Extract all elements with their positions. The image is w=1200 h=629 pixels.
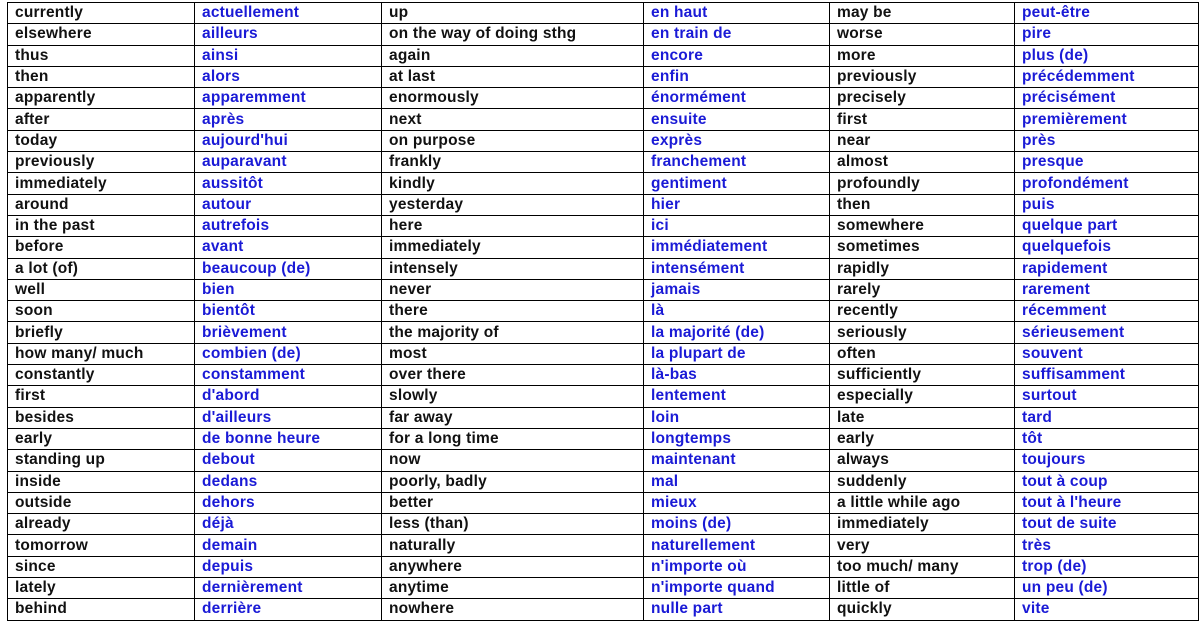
english-word-cell: on the way of doing sthg [382, 24, 644, 45]
english-word-cell: constantly [8, 365, 195, 386]
french-word-cell: brièvement [195, 322, 382, 343]
french-word-cell: ensuite [644, 109, 830, 130]
english-word-cell: outside [8, 492, 195, 513]
french-word-cell: en haut [644, 3, 830, 24]
english-word-cell: well [8, 279, 195, 300]
english-word-cell: immediately [8, 173, 195, 194]
french-word-cell: exprès [644, 130, 830, 151]
table-row [8, 322, 1199, 343]
english-word-cell: very [830, 535, 1015, 556]
french-word-cell: tard [1015, 407, 1199, 428]
table-row [8, 492, 1199, 513]
english-word-cell: rarely [830, 279, 1015, 300]
english-word-cell: worse [830, 24, 1015, 45]
french-word-cell: apparemment [195, 88, 382, 109]
table-row [8, 514, 1199, 535]
english-word-cell: on purpose [382, 130, 644, 151]
french-word-cell: n'importe où [644, 556, 830, 577]
table-row [8, 386, 1199, 407]
english-word-cell: around [8, 194, 195, 215]
table-row [8, 279, 1199, 300]
french-word-cell: naturellement [644, 535, 830, 556]
french-word-cell: presque [1015, 152, 1199, 173]
french-word-cell: tout à l'heure [1015, 492, 1199, 513]
english-word-cell: more [830, 45, 1015, 66]
english-word-cell: up [382, 3, 644, 24]
french-word-cell: nulle part [644, 599, 830, 620]
french-word-cell: un peu (de) [1015, 578, 1199, 599]
french-word-cell: puis [1015, 194, 1199, 215]
english-word-cell: especially [830, 386, 1015, 407]
english-word-cell: little of [830, 578, 1015, 599]
english-word-cell: behind [8, 599, 195, 620]
english-word-cell: rapidly [830, 258, 1015, 279]
english-word-cell: enormously [382, 88, 644, 109]
english-word-cell: today [8, 130, 195, 151]
english-word-cell: quickly [830, 599, 1015, 620]
french-word-cell: précisément [1015, 88, 1199, 109]
french-word-cell: quelque part [1015, 215, 1199, 236]
table-row [8, 258, 1199, 279]
english-word-cell: seriously [830, 322, 1015, 343]
french-word-cell: récemment [1015, 301, 1199, 322]
english-word-cell: early [830, 428, 1015, 449]
table-row [8, 173, 1199, 194]
english-word-cell: profoundly [830, 173, 1015, 194]
french-word-cell: depuis [195, 556, 382, 577]
english-word-cell: apparently [8, 88, 195, 109]
english-word-cell: immediately [382, 237, 644, 258]
english-word-cell: elsewhere [8, 24, 195, 45]
french-word-cell: en train de [644, 24, 830, 45]
english-word-cell: before [8, 237, 195, 258]
english-word-cell: over there [382, 365, 644, 386]
english-word-cell: the majority of [382, 322, 644, 343]
english-word-cell: early [8, 428, 195, 449]
english-word-cell: inside [8, 471, 195, 492]
english-word-cell: naturally [382, 535, 644, 556]
french-word-cell: bientôt [195, 301, 382, 322]
french-word-cell: mal [644, 471, 830, 492]
french-word-cell: immédiatement [644, 237, 830, 258]
english-word-cell: precisely [830, 88, 1015, 109]
french-word-cell: alors [195, 66, 382, 87]
french-word-cell: premièrement [1015, 109, 1199, 130]
french-word-cell: tôt [1015, 428, 1199, 449]
english-word-cell: now [382, 450, 644, 471]
english-word-cell: better [382, 492, 644, 513]
french-word-cell: suffisamment [1015, 365, 1199, 386]
english-word-cell: previously [8, 152, 195, 173]
table-row [8, 556, 1199, 577]
english-word-cell: always [830, 450, 1015, 471]
french-word-cell: aujourd'hui [195, 130, 382, 151]
english-word-cell: never [382, 279, 644, 300]
english-word-cell: how many/ much [8, 343, 195, 364]
french-word-cell: après [195, 109, 382, 130]
table-row [8, 471, 1199, 492]
french-word-cell: plus (de) [1015, 45, 1199, 66]
english-word-cell: yesterday [382, 194, 644, 215]
english-word-cell: a little while ago [830, 492, 1015, 513]
french-word-cell: rapidement [1015, 258, 1199, 279]
table-row [8, 365, 1199, 386]
french-word-cell: combien (de) [195, 343, 382, 364]
french-word-cell: la plupart de [644, 343, 830, 364]
english-word-cell: already [8, 514, 195, 535]
english-word-cell: nowhere [382, 599, 644, 620]
french-word-cell: surtout [1015, 386, 1199, 407]
french-word-cell: aussitôt [195, 173, 382, 194]
french-word-cell: toujours [1015, 450, 1199, 471]
english-word-cell: slowly [382, 386, 644, 407]
english-word-cell: after [8, 109, 195, 130]
french-word-cell: loin [644, 407, 830, 428]
french-word-cell: n'importe quand [644, 578, 830, 599]
table-row [8, 45, 1199, 66]
english-word-cell: soon [8, 301, 195, 322]
english-word-cell: then [8, 66, 195, 87]
french-word-cell: d'abord [195, 386, 382, 407]
table-row [8, 407, 1199, 428]
english-word-cell: here [382, 215, 644, 236]
english-word-cell: first [8, 386, 195, 407]
french-word-cell: ainsi [195, 45, 382, 66]
english-word-cell: frankly [382, 152, 644, 173]
french-word-cell: tout à coup [1015, 471, 1199, 492]
french-word-cell: constamment [195, 365, 382, 386]
french-word-cell: déjà [195, 514, 382, 535]
english-word-cell: briefly [8, 322, 195, 343]
french-word-cell: encore [644, 45, 830, 66]
french-word-cell: autour [195, 194, 382, 215]
english-word-cell: poorly, badly [382, 471, 644, 492]
english-word-cell: standing up [8, 450, 195, 471]
french-word-cell: debout [195, 450, 382, 471]
english-word-cell: at last [382, 66, 644, 87]
table-row [8, 343, 1199, 364]
french-word-cell: peut-être [1015, 3, 1199, 24]
table-row [8, 66, 1199, 87]
english-word-cell: tomorrow [8, 535, 195, 556]
english-word-cell: besides [8, 407, 195, 428]
table-row [8, 88, 1199, 109]
table-row [8, 215, 1199, 236]
table-row [8, 109, 1199, 130]
english-word-cell: somewhere [830, 215, 1015, 236]
french-word-cell: bien [195, 279, 382, 300]
french-word-cell: précédemment [1015, 66, 1199, 87]
english-word-cell: currently [8, 3, 195, 24]
english-word-cell: lately [8, 578, 195, 599]
french-word-cell: souvent [1015, 343, 1199, 364]
french-word-cell: beaucoup (de) [195, 258, 382, 279]
french-word-cell: dehors [195, 492, 382, 513]
english-word-cell: almost [830, 152, 1015, 173]
french-word-cell: franchement [644, 152, 830, 173]
english-word-cell: near [830, 130, 1015, 151]
english-word-cell: thus [8, 45, 195, 66]
french-word-cell: hier [644, 194, 830, 215]
english-word-cell: may be [830, 3, 1015, 24]
french-word-cell: actuellement [195, 3, 382, 24]
english-word-cell: then [830, 194, 1015, 215]
french-word-cell: intensément [644, 258, 830, 279]
adverb-vocabulary-table [7, 2, 1199, 621]
french-word-cell: dernièrement [195, 578, 382, 599]
french-word-cell: trop (de) [1015, 556, 1199, 577]
french-word-cell: vite [1015, 599, 1199, 620]
french-word-cell: auparavant [195, 152, 382, 173]
french-word-cell: maintenant [644, 450, 830, 471]
french-word-cell: lentement [644, 386, 830, 407]
french-word-cell: là [644, 301, 830, 322]
english-word-cell: intensely [382, 258, 644, 279]
english-word-cell: in the past [8, 215, 195, 236]
english-word-cell: immediately [830, 514, 1015, 535]
english-word-cell: since [8, 556, 195, 577]
table-row [8, 24, 1199, 45]
french-word-cell: enfin [644, 66, 830, 87]
french-word-cell: tout de suite [1015, 514, 1199, 535]
table-row [8, 535, 1199, 556]
english-word-cell: late [830, 407, 1015, 428]
french-word-cell: jamais [644, 279, 830, 300]
english-word-cell: for a long time [382, 428, 644, 449]
english-word-cell: there [382, 301, 644, 322]
french-word-cell: derrière [195, 599, 382, 620]
english-word-cell: less (than) [382, 514, 644, 535]
table-row [8, 428, 1199, 449]
french-word-cell: de bonne heure [195, 428, 382, 449]
english-word-cell: sufficiently [830, 365, 1015, 386]
vocab-table-body [8, 3, 1199, 621]
french-word-cell: énormément [644, 88, 830, 109]
table-row [8, 237, 1199, 258]
french-word-cell: longtemps [644, 428, 830, 449]
english-word-cell: kindly [382, 173, 644, 194]
french-word-cell: avant [195, 237, 382, 258]
table-row [8, 578, 1199, 599]
french-word-cell: demain [195, 535, 382, 556]
french-word-cell: ici [644, 215, 830, 236]
english-word-cell: first [830, 109, 1015, 130]
table-row [8, 450, 1199, 471]
french-word-cell: pire [1015, 24, 1199, 45]
english-word-cell: most [382, 343, 644, 364]
table-row [8, 301, 1199, 322]
english-word-cell: a lot (of) [8, 258, 195, 279]
french-word-cell: gentiment [644, 173, 830, 194]
french-word-cell: profondément [1015, 173, 1199, 194]
french-word-cell: très [1015, 535, 1199, 556]
table-row [8, 130, 1199, 151]
french-word-cell: sérieusement [1015, 322, 1199, 343]
english-word-cell: sometimes [830, 237, 1015, 258]
french-word-cell: la majorité (de) [644, 322, 830, 343]
french-word-cell: quelquefois [1015, 237, 1199, 258]
french-word-cell: moins (de) [644, 514, 830, 535]
table-row [8, 599, 1199, 620]
french-word-cell: dedans [195, 471, 382, 492]
english-word-cell: anywhere [382, 556, 644, 577]
english-word-cell: anytime [382, 578, 644, 599]
english-word-cell: often [830, 343, 1015, 364]
english-word-cell: next [382, 109, 644, 130]
english-word-cell: recently [830, 301, 1015, 322]
french-word-cell: rarement [1015, 279, 1199, 300]
english-word-cell: previously [830, 66, 1015, 87]
french-word-cell: autrefois [195, 215, 382, 236]
french-word-cell: ailleurs [195, 24, 382, 45]
french-word-cell: mieux [644, 492, 830, 513]
table-row [8, 194, 1199, 215]
french-word-cell: près [1015, 130, 1199, 151]
english-word-cell: again [382, 45, 644, 66]
english-word-cell: too much/ many [830, 556, 1015, 577]
english-word-cell: suddenly [830, 471, 1015, 492]
french-word-cell: d'ailleurs [195, 407, 382, 428]
english-word-cell: far away [382, 407, 644, 428]
table-row [8, 152, 1199, 173]
table-row [8, 3, 1199, 24]
french-word-cell: là-bas [644, 365, 830, 386]
